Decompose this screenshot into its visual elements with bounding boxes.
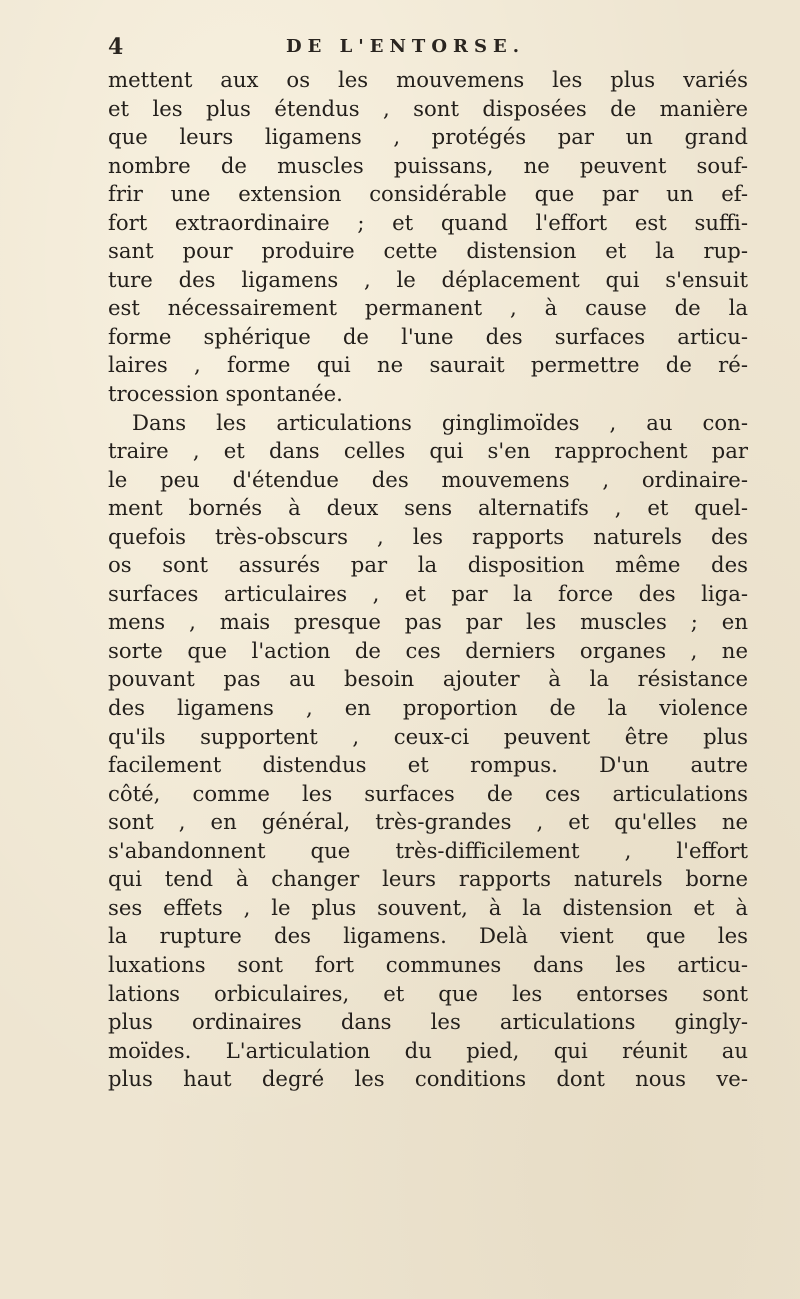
- text-line: qu'ils supportent , ceux-ci peuvent être plus: [108, 723, 748, 749]
- text-line: Dans les articulations ginglimoïdes , au con-: [132, 409, 748, 435]
- text-line: la rupture des ligamens. Delà vient que les: [108, 923, 748, 949]
- text-line: moïdes. L'articulation du pied, qui réunit au: [108, 1037, 748, 1063]
- text-line: que leurs ligamens , protégés par un grand: [108, 124, 748, 150]
- text-line: mettent aux os les mouvemens les plus variés: [108, 67, 748, 92]
- text-line: des ligamens , en proportion de la violence: [108, 695, 748, 721]
- text-line: le peu d'étendue des mouvemens , ordinaire-: [108, 466, 748, 492]
- text-line: trocession spontanée.: [108, 381, 343, 407]
- page-header: [108, 36, 748, 62]
- text-line: plus haut degré les conditions dont nous ve-: [108, 1066, 748, 1092]
- text-line: ses effets , le plus souvent, à la distension et à: [108, 894, 748, 920]
- text-line: os sont assurés par la disposition même des: [108, 552, 748, 578]
- text-line: forme sphérique de l'une des surfaces articu-: [108, 323, 748, 349]
- text-line: côté, comme les surfaces de ces articulations: [108, 780, 748, 806]
- text-line: qui tend à changer leurs rapports naturels borne: [108, 866, 748, 892]
- text-line: est nécessairement permanent , à cause de la: [108, 295, 748, 321]
- text-line: pouvant pas au besoin ajouter à la résistance: [108, 666, 748, 692]
- text-line: quefois très-obscurs , les rapports naturels des: [108, 523, 748, 549]
- text-line: sant pour produire cette distension et la rup-: [108, 238, 748, 264]
- text-line: mens , mais presque pas par les muscles ; en: [108, 609, 748, 635]
- text-line: ment bornés à deux sens alternatifs , et quel-: [108, 495, 748, 521]
- running-title: DE L'ENTORSE.: [286, 36, 525, 57]
- text-line: facilement distendus et rompus. D'un autre: [108, 752, 748, 778]
- text-line: s'abandonnent que très-difficilement , l'effort: [108, 837, 748, 863]
- text-line: ture des ligamens , le déplacement qui s'ensuit: [108, 266, 748, 292]
- text-line: sont , en général, très-grandes , et qu'elles ne: [108, 809, 748, 835]
- text-line: sorte que l'action de ces derniers organes , ne: [108, 637, 748, 663]
- text-line: et les plus étendus , sont disposées de manière: [108, 95, 748, 121]
- text-line: frir une extension considérable que par un ef-: [108, 181, 748, 207]
- text-line: plus ordinaires dans les articulations gingly-: [108, 1009, 748, 1035]
- page-number: 4: [108, 34, 124, 60]
- text-line: laires , forme qui ne saurait permettre de ré-: [108, 352, 748, 378]
- body-text: [108, 66, 748, 1094]
- text-line: traire , et dans celles qui s'en rapprochent par: [108, 438, 748, 464]
- text-line: surfaces articulaires , et par la force des liga-: [108, 580, 748, 606]
- text-line: fort extraordinaire ; et quand l'effort est suffi-: [108, 209, 748, 235]
- text-line: nombre de muscles puissans, ne peuvent souf-: [108, 152, 748, 178]
- text-line: lations orbiculaires, et que les entorses sont: [108, 980, 748, 1006]
- text-line: luxations sont fort communes dans les articu-: [108, 951, 748, 977]
